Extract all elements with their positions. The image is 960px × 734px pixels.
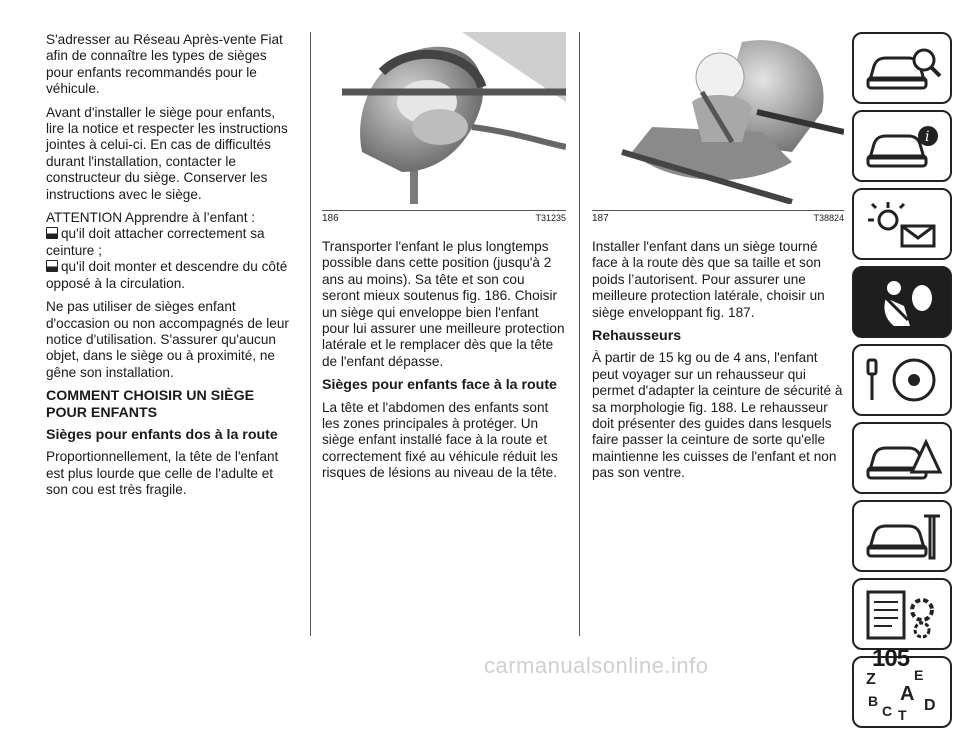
heading-rear-facing: Sièges pour enfants dos à la route	[46, 426, 278, 443]
figure-186	[322, 32, 566, 204]
column-divider-1	[310, 32, 311, 636]
forward-facing-seat-illustration	[592, 32, 844, 204]
figure-187	[592, 32, 844, 204]
tab-starting-driving[interactable]	[852, 344, 952, 416]
index-letter: Z	[866, 671, 876, 688]
car-info-icon	[864, 120, 944, 174]
tab-warning-lights[interactable]	[852, 188, 952, 260]
figure-number: 186	[322, 213, 339, 224]
bullet-icon	[46, 227, 58, 239]
index-letter: T	[898, 707, 907, 720]
index-letter: A	[900, 683, 915, 705]
paragraph-forward-install: Installer l'enfant dans un siège tourné face à la route dès que sa taille et son poids l’autorisent. Pour assurer une meilleure protection latérale, choisir un siège enveloppant fig. 187.	[592, 239, 825, 320]
figure-code: T38824	[813, 213, 844, 223]
paragraph-rear-facing: Proportionnellement, la tête de l'enfant est plus lourde que celle de l'adulte et son cou est très fragile.	[46, 449, 279, 498]
index-letter: E	[914, 667, 924, 683]
index-letter: D	[924, 697, 936, 714]
bullet-seatbelt-text: qu'il doit attacher correctement sa ceinture ;	[46, 226, 265, 258]
tab-dashboard-knowledge[interactable]	[852, 32, 952, 104]
document-gear-icon	[864, 588, 944, 642]
key-steering-wheel-icon	[864, 354, 944, 408]
paragraph-install: Avant d'installer le siège pour enfants, lire la notice et respecter les instructions jointes à celui-ci. En cas de difficultés durant l'installation, contacter le constructeur du siège. Conserver les instructions avec le siège.	[46, 104, 288, 202]
svg-text:i: i	[925, 129, 930, 145]
car-magnifier-icon	[864, 42, 944, 96]
airbag-seatbelt-icon	[864, 276, 944, 330]
figure-code: T31235	[535, 213, 566, 223]
index-letter: C	[882, 703, 893, 719]
bullet-exit-side-text: qu'il doit monter et descendre du côté opposé à la circulation.	[46, 259, 288, 291]
paragraph-forward-facing: La tête et l'abdomen des enfants sont les zones principales à protéger. Un siège enfant installé face à la route et correctement fixé au véhicule réduit les risques de lésions au niveau de la tête.	[322, 399, 558, 481]
heading-forward-facing: Sièges pour enfants face à la route	[322, 377, 557, 394]
paragraph-intro: S'adresser au Réseau Après-vente Fiat afin de connaître les types de sièges pour enfants recommandés pour le véhicule.	[46, 32, 283, 97]
bullet-seatbelt	[46, 226, 296, 259]
paragraph-rear-position: Transporter l'enfant le plus longtemps possible dans cette position (jusqu'à 2 ans au moins). Sa tête et son cou seront mieux soutenus fig. 186. Choisir un siège qui enveloppe bien l'enfant pour lui assurer une meilleure protection latérale et le remplacer dès que la tête de l'enfant dépasse.	[322, 239, 565, 369]
figure-number: 187	[592, 213, 609, 224]
rear-facing-seat-illustration	[322, 32, 566, 204]
tab-technical-data[interactable]	[852, 578, 952, 650]
tab-emergency[interactable]	[852, 422, 952, 494]
watermark: carmanualsonline.info	[484, 653, 709, 678]
car-wrench-icon	[864, 510, 944, 564]
warning-light-envelope-icon	[864, 198, 944, 252]
alphabet-index-icon	[864, 666, 944, 720]
car-warning-triangle-icon	[864, 432, 944, 486]
attention-heading: ATTENTION Apprendre à l’enfant :	[46, 210, 256, 226]
column-2	[322, 32, 566, 489]
column-1	[46, 32, 296, 506]
column-3	[592, 32, 844, 489]
page-number: 105	[872, 645, 910, 672]
bullet-exit-side	[46, 259, 296, 292]
figure-187-caption	[592, 210, 844, 227]
index-letter: B	[868, 693, 879, 709]
tab-safety[interactable]	[852, 266, 952, 338]
heading-choose-seat: COMMENT CHOISIR UN SIÈGE POUR ENFANTS	[46, 388, 255, 421]
column-divider-2	[579, 32, 580, 636]
paragraph-boosters: À partir de 15 kg ou de 4 ans, l'enfant peut voyager sur un rehausseur qui permet d'adapter la ceinture de sécurité à sa morphologie fig. 188. Le rehausseur doit présenter des guides dans lesquels faire passer la ceinture de sorte qu'elle maintienne les cuisses de l'enfant et non pas son ventre.	[592, 350, 843, 481]
paragraph-used-seats: Ne pas utiliser de sièges enfant d'occasion ou non accompagnés de leur notice d'utilisation. S'assurer qu'aucun objet, dans le siège ou à proximité, ne gêne son installation.	[46, 299, 289, 380]
figure-186-caption	[322, 210, 566, 227]
chapter-tabs	[852, 32, 952, 734]
tab-vehicle-info[interactable]	[852, 110, 952, 182]
heading-boosters: Rehausseurs	[592, 328, 682, 345]
tab-maintenance[interactable]	[852, 500, 952, 572]
bullet-icon	[46, 260, 58, 272]
